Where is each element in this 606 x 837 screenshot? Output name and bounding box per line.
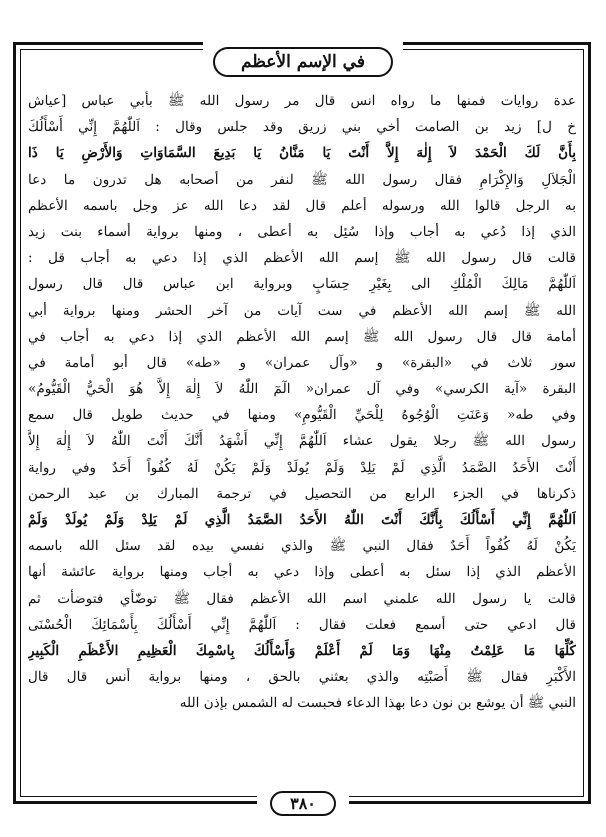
footer	[257, 784, 349, 822]
text-line: بِأَنَّ لَكَ الْحَمْدَ لاَ إِلٰهَ إِلاَّ أَنْتَ يَا مَنَّانُ يَا بَدِيعَ السَّمَاوَاتِ وَالأَرْضِ يَا ذَا	[28, 145, 576, 162]
text-line: رسول الله ﷺ رجلا يقول عشاء اَللّٰهُمَّ إِنِّي أَشْهَدُ أَنَّكَ أَنْتَ اللّٰهُ لاَ إِلٰهَ إِلاَّ	[28, 433, 576, 450]
text-line: الذي إذا دُعي به أجاب وإذا سُئِل به أعطى ، ومنها برواية أسماء بنت زيد	[28, 223, 576, 240]
chapter-title: في الإسم الأعظم	[213, 47, 393, 77]
text-line: الله ﷺ إسم الله الأعظم في ست آيات من آخر الحشر ومنها برواية أبي	[28, 302, 576, 319]
text-line: قالت يا رسول الله علمني اسم الله الأعظم فقال ﷺ توضّأي فتوضأت ثم	[28, 590, 576, 607]
text-line: الأَكْبَرِ فقال ﷺ أَصَبْتِه والذي بعثني بالحق ، ومنها برواية أنس قال قال	[28, 669, 576, 686]
text-line: وفي طه« وَعَنَتِ الْوُجُوهُ لِلْحَيِّ الْقَيُّومِ» ومنها في حديث طويل قال سمع	[28, 407, 576, 424]
text-line: يَكُنْ لَهُ كُفُواً أَحَدٌ فقال النبي ﷺ والذي نفسي بيده لقد سئل الله باسمه	[28, 538, 576, 555]
text-line: خ ل] زيد بن الصامت أخي بني زريق وقد جلس وقال : اَللّٰهُمَّ إِنِّي أَسْأَلُكَ	[28, 119, 576, 136]
text-line: الْجَلاَلِ وَالإِكْرَامِ فقال رسول الله ﷺ لنفر من أصحابه هل تدرون ما دعا	[28, 171, 576, 188]
text-line: به الرجل قالوا الله ورسوله أعلم قال لقد دعا الله عز وجل باسمه الأعظم	[28, 197, 576, 214]
text-line: الأعظم الذي إذا سئل به أعطى وإذا دعي به أجاب ومنها برواية عائشة أنها	[28, 564, 576, 581]
text-line: قالت قال رسول الله ﷺ إسم الله الأعظم الذي إذا دعي به أجاب قل :	[28, 250, 576, 267]
text-line: عدة روايات فمنها ما رواه انس قال مر رسول الله ﷺ بأبي عباس [عياش	[28, 93, 576, 109]
text-line: اَللّٰهُمَّ مَالِكَ الْمُلْكِ الى بِغَيْرِ حِسَابٍ وبرواية ابن عباس قال قال رسول	[28, 276, 576, 293]
text-line: اَللّٰهُمَّ إِنِّي أَسْأَلُكَ بِأَنَّكَ أَنْتَ اللّٰهُ الأَحَدُ الصَّمَدُ الَّذِي لَمْ يَلِدْ وَلَمْ يُولَدْ وَلَمْ	[28, 512, 576, 528]
text-line: سور ثلاث في «البقرة» و «وآل عمران» و «طه» قال أبو أمامة في	[28, 354, 576, 371]
text-line: النبي ﷺ أن يوشع بن نون دعا بهذا الدعاء فحبست له الشمس بإذن الله	[179, 695, 576, 712]
text-line: أَنْتَ الأَحَدُ الصَّمَدُ الَّذِي لَمْ يَلِدْ وَلَمْ يُولَدْ وَلَمْ يَكُنْ لَهُ كُفُواً أَحَدٌ وفي رواية	[28, 459, 576, 476]
text-line: قال ادعي حتى أسمع فعلت فقال : اَللّٰهُمَّ إِنِّي أَسْأَلُكَ بِأَسْمَائِكَ الْحُسْنَى	[28, 616, 576, 633]
text-line: البقرة «آية الكرسي» وفي آل عمران« الٓمٓ اللّٰهُ لاَ إِلٰهَ إِلاَّ هُوَ الْحَيُّ الْقَيُّومُ»	[28, 381, 576, 398]
header	[203, 40, 403, 84]
body-text	[28, 88, 576, 717]
text-line: ذكرناها في الجزء الرابع من التحصيل في ترجمة المبارك بن عبد الرحمن	[28, 485, 576, 502]
text-line: أمامة قال قال رسول الله ﷺ إسم الله الأعظم الذي إذا دعي به أجاب في	[28, 328, 576, 345]
text-line: كُلِّهَا مَا عَلِمْتُ مِنْهَا وَمَا لَمْ أَعْلَمْ وَأَسْأَلُكَ بِاسْمِكَ الْعَظِيمِ الأَعْظَمِ الْكَبِيرِ	[28, 642, 576, 659]
page-number: ٣٨٠	[270, 791, 336, 816]
